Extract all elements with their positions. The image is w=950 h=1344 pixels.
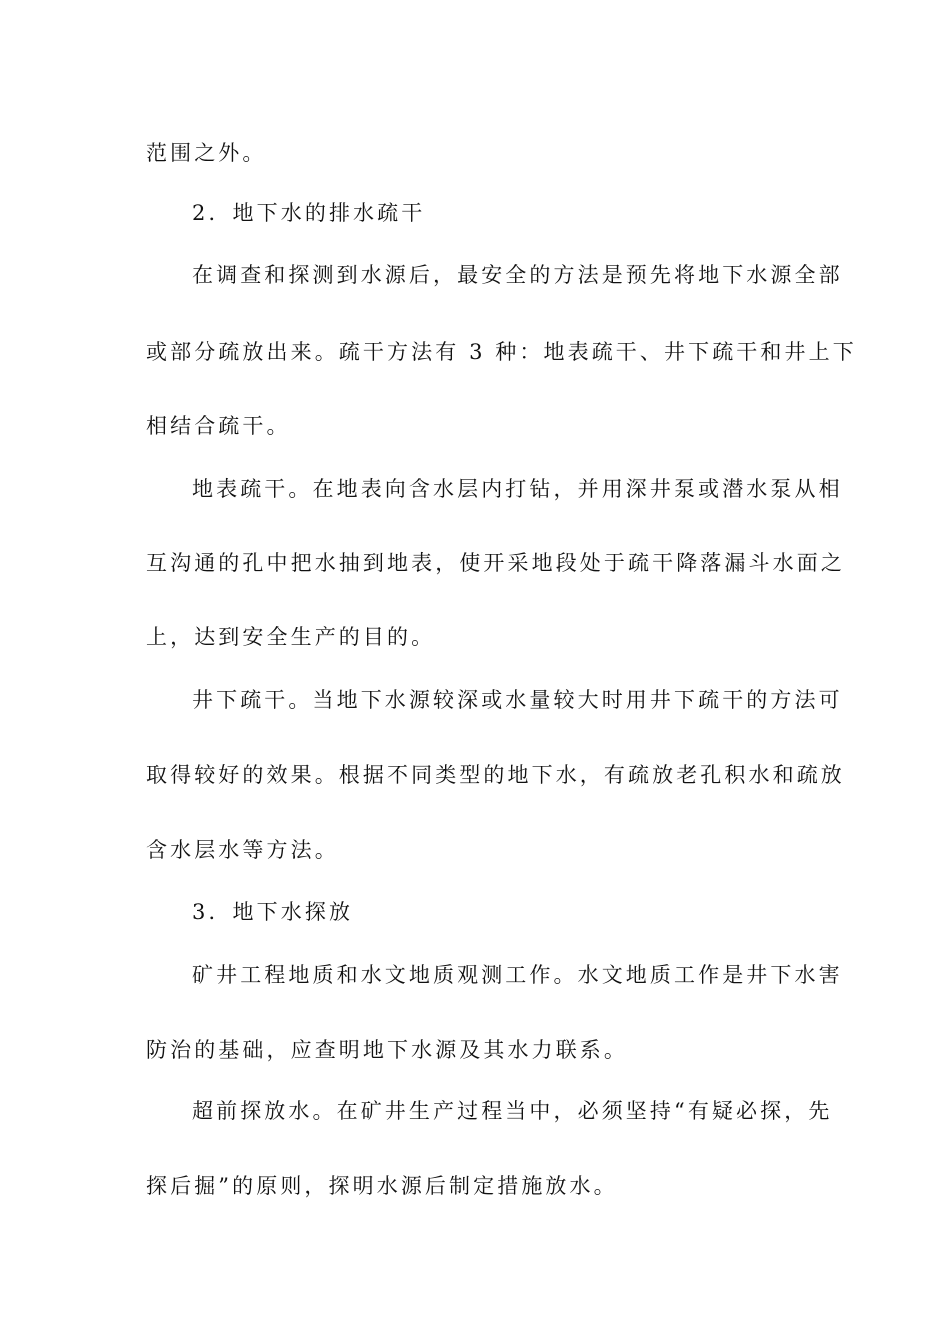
paragraph-line: 防治的基础，应查明地下水源及其水力联系。	[146, 1038, 628, 1062]
paragraph-line: 井下疏干。当地下水源较深或水量较大时用井下疏干的方法可	[192, 688, 843, 712]
paragraph-line: 探后掘”的原则，探明水源后制定措施放水。	[146, 1174, 618, 1198]
paragraph-line: 或部分疏放出来。疏干方法有 3 种：地表疏干、井下疏干和井上下	[146, 340, 857, 364]
section-heading: 2．地下水的排水疏干	[192, 201, 426, 225]
paragraph-line: 矿井工程地质和水文地质观测工作。水文地质工作是井下水害	[192, 963, 843, 987]
paragraph-line: 互沟通的孔中把水抽到地表，使开采地段处于疏干降落漏斗水面之	[146, 551, 845, 575]
paragraph-line: 含水层水等方法。	[146, 838, 339, 862]
paragraph-line: 超前探放水。在矿井生产过程当中，必须坚持“有疑必探，先	[192, 1099, 833, 1123]
paragraph-line: 在调查和探测到水源后，最安全的方法是预先将地下水源全部	[192, 263, 843, 287]
paragraph-line: 上，达到安全生产的目的。	[146, 625, 436, 649]
paragraph-line: 地表疏干。在地表向含水层内打钻，并用深井泵或潜水泵从相	[192, 477, 843, 501]
section-heading: 3．地下水探放	[192, 900, 354, 924]
paragraph-line: 相结合疏干。	[146, 414, 291, 438]
paragraph-line: 范围之外。	[146, 141, 267, 165]
paragraph-line: 取得较好的效果。根据不同类型的地下水，有疏放老孔积水和疏放	[146, 763, 845, 787]
